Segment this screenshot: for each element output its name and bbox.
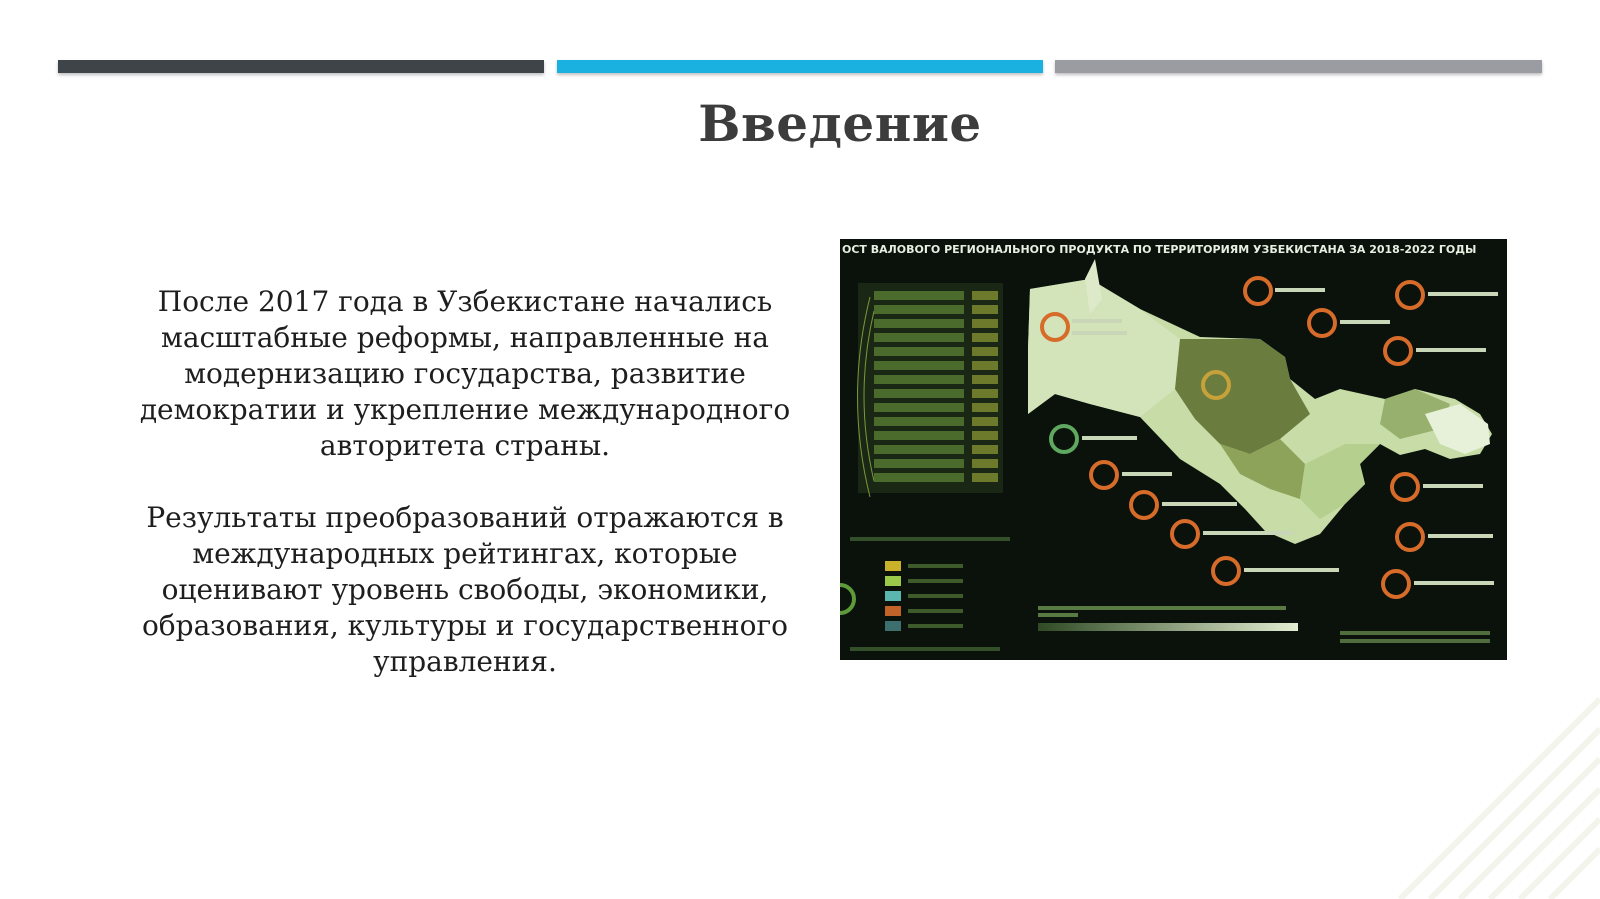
regional-gdp-infographic-image — [840, 239, 1507, 660]
header-bar-gray — [1055, 60, 1542, 73]
uzbekistan-map-graphic — [840, 239, 1507, 660]
slide-title: Введение — [698, 94, 982, 153]
header-bar-accent — [557, 60, 1043, 73]
corner-decoration — [1240, 659, 1600, 899]
header-bar-dark — [58, 60, 544, 73]
intro-paragraph-1: После 2017 года в Узбекистане начались масштабные реформы, направленные на модернизацию государства, развитие демократии и укрепление международного авторитета страны. — [139, 285, 791, 462]
infographic-title: ОСТ ВАЛОВОГО РЕГИОНАЛЬНОГО ПРОДУКТА ПО ТЕРРИТОРИЯМ УЗБЕКИСТАНА ЗА 2018-2022 ГОДЫ — [842, 243, 1477, 256]
intro-paragraph-2: Результаты преобразований отражаются в международных рейтингах, которые оценивают уровень свободы, экономики, образования, культуры и государственного управления. — [141, 501, 789, 678]
